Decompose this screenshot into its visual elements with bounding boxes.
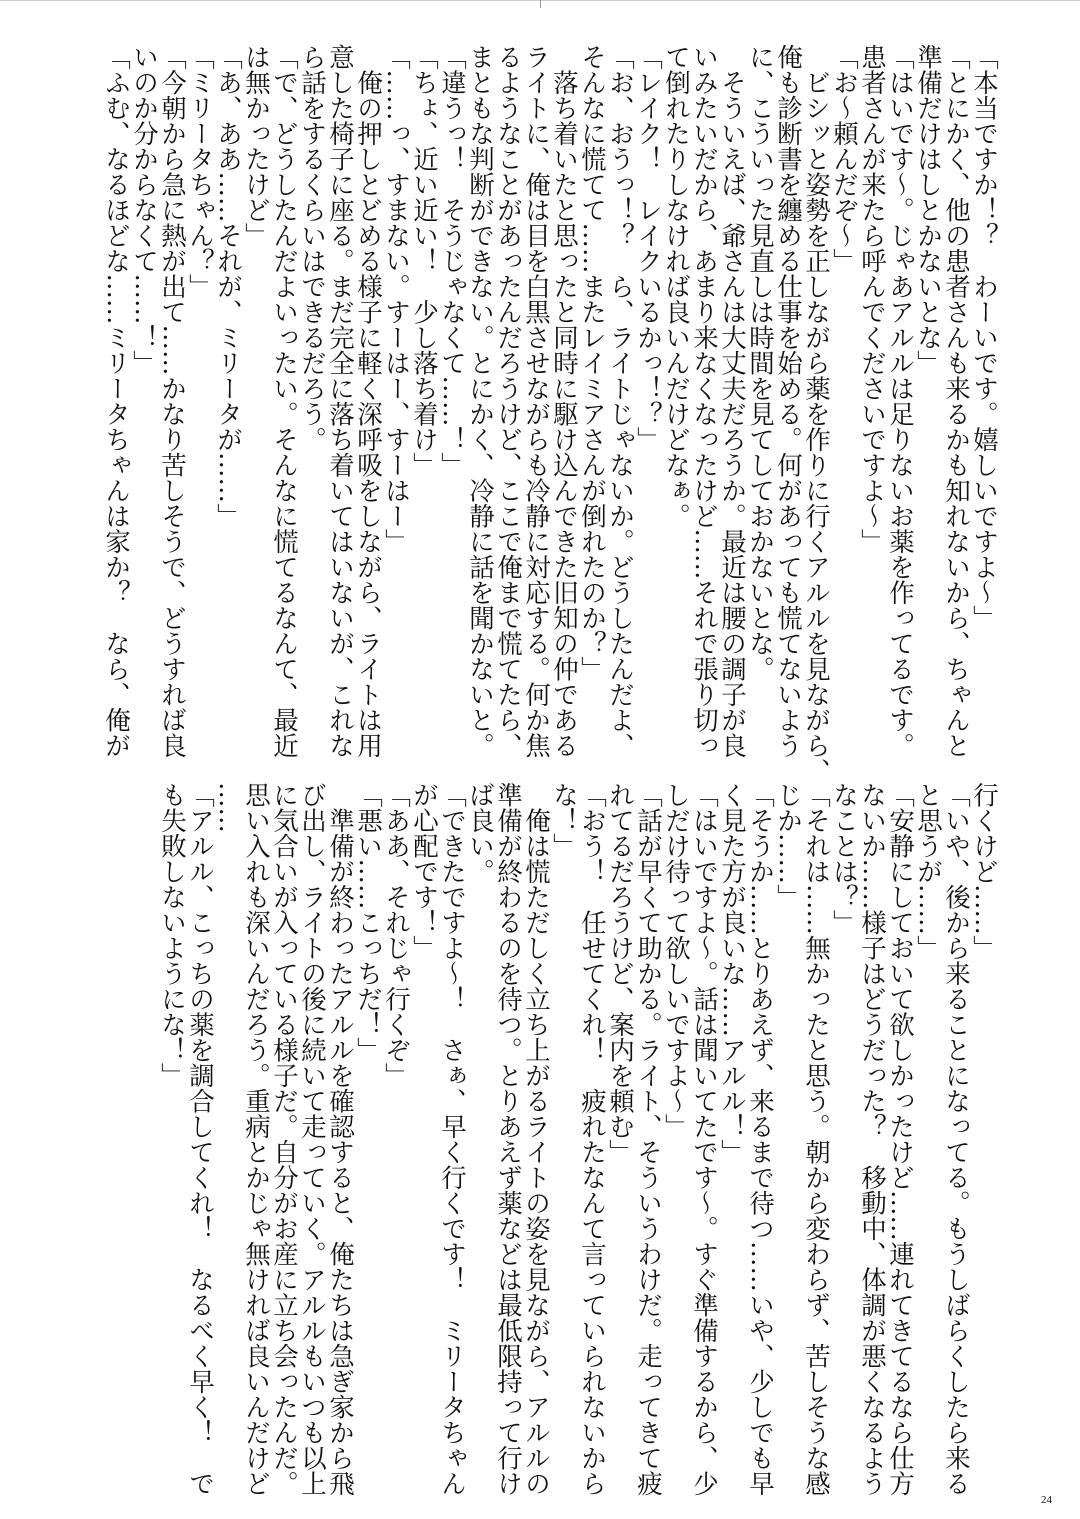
text-line: 行くけど……」 — [969, 782, 999, 961]
text-line: 俺は慌ただしく立ち上がるライトの姿を見ながら、アルルの — [521, 782, 551, 1496]
text-line: 落ち着いたと思ったと同時に駆け込んできた旧知の仲である — [549, 44, 579, 758]
text-line: ビシッと姿勢を正しながら薬を作りに行くアルルを見ながら、 — [801, 44, 831, 784]
text-line: なことは？」 — [829, 782, 859, 935]
text-line: 「ちょ、近い近い！ 少し落ち着け」 — [409, 44, 439, 478]
text-line: に、こういった見直しは時間を見てしておかないとな。 — [745, 44, 775, 682]
text-line: 患者さんが来たら呼んでくださいですよ～」 — [857, 44, 887, 554]
text-line: 「ふむ、なるほどな……ミリータちゃんは家か？ なら、俺が — [101, 44, 131, 758]
text-line: 「アルル、こっちの薬を調合してくれ！ なるべく早く！ で — [185, 782, 215, 1496]
text-line: が心配です！」 — [409, 782, 439, 961]
text-line: しだけ待って欲しいですよ～」 — [661, 782, 691, 1139]
text-line: ないか……様子はどうだった？ 移動中、体調が悪くなるよう — [857, 782, 887, 1496]
text-line: 「話が早くて助かる。ライト、そういうわけだ。走ってきて疲 — [633, 782, 663, 1496]
text-line: 「安静にしておいて欲しかったけど……連れてきてるなら仕方 — [885, 782, 915, 1496]
text-line: ば良い。 — [465, 782, 495, 884]
text-line: 「それは……無かったと思う。朝から変わらず、苦しそうな感 — [801, 782, 831, 1496]
page-number: 24 — [1041, 1494, 1052, 1506]
text-line: 「あ、ああ……それが、ミリータが……」 — [213, 44, 243, 529]
text-line: まともな判断ができない。とにかく、冷静に話を聞かないと。 — [465, 44, 495, 758]
text-line: と思うが……」 — [913, 782, 943, 961]
text-line: ライトに、俺は目を白黒させながらも冷静に対応する。何か焦 — [521, 44, 551, 758]
text-line: 「ああ、それじゃ行くぞ」 — [381, 782, 411, 1088]
text-line: 俺の押しとどめる様子に軽く深呼吸をしながら、ライトは用 — [353, 44, 383, 758]
text-block-lower — [93, 782, 999, 1496]
text-line: び出し、ライトの後に続いて走っていく。アルルもいつも以上 — [297, 782, 327, 1496]
text-line: 「本当ですか！？ わーいです。嬉しいですよ～」 — [969, 44, 999, 631]
text-line: 準備が終わるのを待つ。とりあえず薬などは最低限持って行け — [493, 782, 523, 1496]
text-line: れてるだろうけど、案内を頼む」 — [605, 782, 635, 1165]
text-line: 意した椅子に座る。まだ完全に落ち着いてはいないが、これな — [325, 44, 355, 758]
text-line: 思い入れも深いんだろう。重病とかじゃ無ければ良いんだけど — [241, 782, 271, 1496]
text-line: いのか分からなくて……！」 — [129, 44, 159, 376]
text-line: …… — [213, 782, 243, 833]
text-line: は無かったけど」 — [241, 44, 271, 248]
text-line: も失敗しないようにな！」 — [157, 782, 187, 1088]
text-line: そういえば、爺さんは大丈夫だろうか。最近は腰の調子が良 — [717, 44, 747, 758]
text-line: 「はいですよ～。話は聞いてたです～。すぐ準備するから、少 — [689, 782, 719, 1496]
text-line: 「お～頼んだぞ～」 — [829, 44, 859, 274]
text-line: ら話をするくらいはできるだろう。 — [297, 44, 327, 452]
text-line: 「悪い……こっちだ！」 — [353, 782, 383, 1063]
text-line: 「そうか……とりあえず、来るまで待つ……いや、少しでも早 — [745, 782, 775, 1496]
text-line: いみたいだから、あまり来なくなったけど……それで張り切っ — [689, 44, 719, 758]
text-line: 「おう！ 任せてくれ！ 疲れたなんて言っていられないから — [577, 782, 607, 1496]
text-line: 準備が終わったアルルを確認すると、俺たちは急ぎ家から飛 — [325, 782, 355, 1496]
text-line: 「……っ、すまない。すーはー、すーはー」 — [381, 44, 411, 554]
text-line: そんなに慌てて……またレイミアさんが倒れたのか？」 — [577, 44, 607, 682]
text-line: 準備だけはしとかないとな」 — [913, 44, 943, 376]
text-line: 「違うっ！ そうじゃなくて……！」 — [437, 44, 467, 478]
text-line: 「で、どうしたんだよいったい。そんなに慌てるなんて、最近 — [269, 44, 299, 758]
text-line: 「今朝から急に熱が出て……かなり苦しそうで、どうすれば良 — [157, 44, 187, 758]
text-line: く見た方が良いな……アルル！」 — [717, 782, 747, 1165]
text-line: じか……」 — [773, 782, 803, 910]
text-line: 「ミリータちゃん？」 — [185, 44, 215, 299]
text-line: 「できたですよ～！ さぁ、早く行くです！ ミリータちゃん — [437, 782, 467, 1496]
text-line: 「レイク！ レイクいるかっ！？」 — [633, 44, 663, 452]
text-line: 「お、おうっ！？ ら、ライトじゃないか。どうしたんだよ、 — [605, 44, 635, 758]
text-block-upper — [93, 44, 999, 784]
text-line: るようなことがあったんだろうけど、ここで俺まで慌てたら、 — [493, 44, 523, 758]
text-line: 俺も診断書を纏める仕事を始める。何があっても慌てないよう — [773, 44, 803, 758]
text-line: な！」 — [549, 782, 579, 859]
text-line: 「はいです～。じゃあアルルは足りないお薬を作ってるです。 — [885, 44, 915, 758]
text-line: 「いや、後から来ることになってる。もうしばらくしたら来る — [941, 782, 971, 1496]
center-crop-mark — [540, 0, 541, 8]
text-line: に気合いが入っている様子だ。自分がお産に立ち会ったんだ。 — [269, 782, 299, 1496]
text-line: て倒れたりしなければ良いんだけどなぁ。 — [661, 44, 691, 529]
text-line: 「とにかく、他の患者さんも来るかも知れないから、ちゃんと — [941, 44, 971, 758]
